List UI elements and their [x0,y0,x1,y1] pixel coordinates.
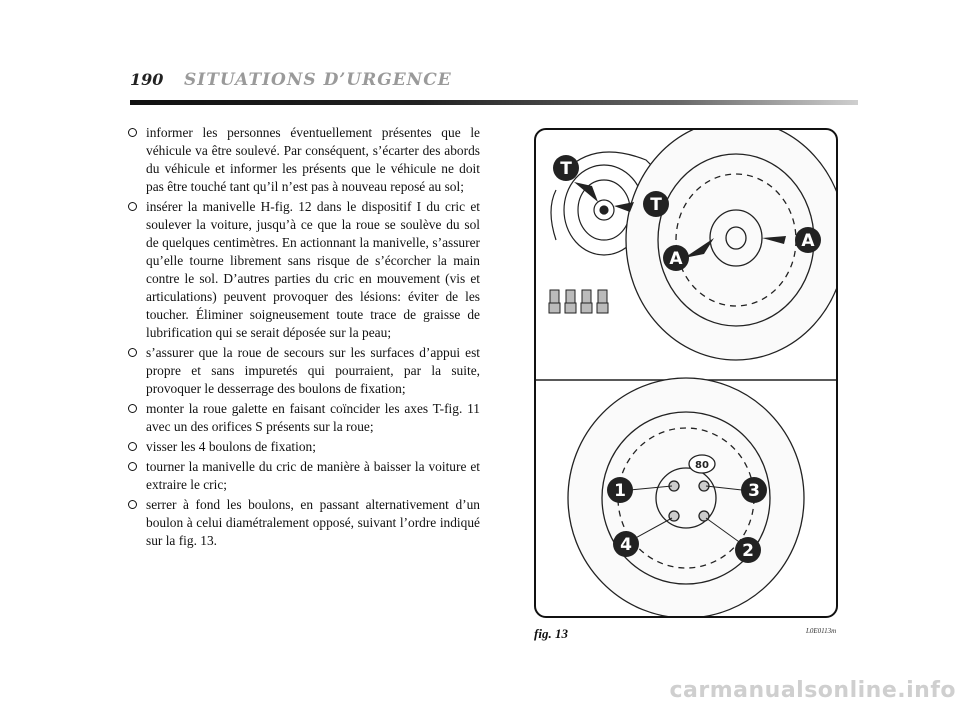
list-item [128,458,480,494]
svg-text:3: 3 [748,481,760,501]
list-item [128,438,480,456]
svg-text:A: A [669,249,683,269]
label-t2 [643,191,669,217]
label-t1 [553,155,579,181]
mounted-wheel [568,378,804,616]
bullet-icon [128,500,137,509]
list-item-text: serrer à fond les boulons, en passant alternativement d’un boulon à celui diamétralement opposé, suivant l’ordre indiqué sur la fig. 13. [146,497,480,548]
watermark: carmanualsonline.info [669,678,956,703]
list-item [128,124,480,196]
wheel-diagram-icon [536,130,836,616]
label-bolt-4 [613,531,639,557]
svg-text:T: T [560,159,572,179]
speed-limit-badge [689,455,715,473]
figure-caption: fig. 13 [534,626,568,641]
list-item-text: insérer la manivelle H-fig. 12 dans le dispositif I du cric et soulever la voiture, jusqu’à ce que la roue se soulève du sol de quelques centimètres. En actionnant la manivelle, s’assurer qu’elle tourne librement sans risque de s’écorcher la main contre le sol. D’autres parties du cric en mouvement (vis et articulations) peuvent provoquer des lésions: éviter de les toucher. Éliminer soigneusement toute trace de graisse de lubrification qui se serait déposée sur la peau; [146,199,480,340]
list-item-text: informer les personnes éventuellement présentes que le véhicule va être soulevé. Par conséquent, s’écarter des abords du véhicule et informer les présents que le véhicule ne doit pas être touché tant qu’il n’est pas à nouveau reposé au sol; [146,125,480,194]
bullet-icon [128,404,137,413]
list-item-text: visser les 4 boulons de fixation; [146,439,316,454]
label-bolt-1 [607,477,633,503]
bullet-icon [128,128,137,137]
section-title: SITUATIONS D’URGENCE [184,70,452,90]
list-item-text: tourner la manivelle du cric de manière à baisser la voiture et extraire le cric; [146,459,480,492]
list-item [128,496,480,550]
bolts-icon [549,290,608,313]
svg-text:80: 80 [695,460,709,471]
figure-code: L0E0113m [806,627,837,635]
page-header [130,70,858,94]
svg-text:T: T [650,195,662,215]
label-bolt-3 [741,477,767,503]
bullet-icon [128,442,137,451]
bullet-icon [128,202,137,211]
label-bolt-2 [735,537,761,563]
svg-text:A: A [801,231,815,251]
page-number: 190 [130,70,164,89]
wheel-illustration [534,128,838,618]
header-rule [130,100,858,105]
svg-text:4: 4 [620,535,632,555]
list-item-text: monter la roue galette en faisant coïncider les axes T-fig. 11 avec un des orifices S présents sur la roue; [146,401,480,434]
label-a1 [663,245,689,271]
instruction-list [128,124,480,552]
list-item [128,198,480,342]
bullet-icon [128,462,137,471]
list-item-text: s’assurer que la roue de secours sur les surfaces d’appui est propre et sans impuretés qui pourraient, par la suite, provoquer le desserrage des boulons de fixation; [146,345,480,396]
bullet-icon [128,348,137,357]
list-item [128,400,480,436]
label-a2 [795,227,821,253]
list-item [128,344,480,398]
svg-text:1: 1 [614,481,626,501]
svg-text:2: 2 [742,541,754,561]
